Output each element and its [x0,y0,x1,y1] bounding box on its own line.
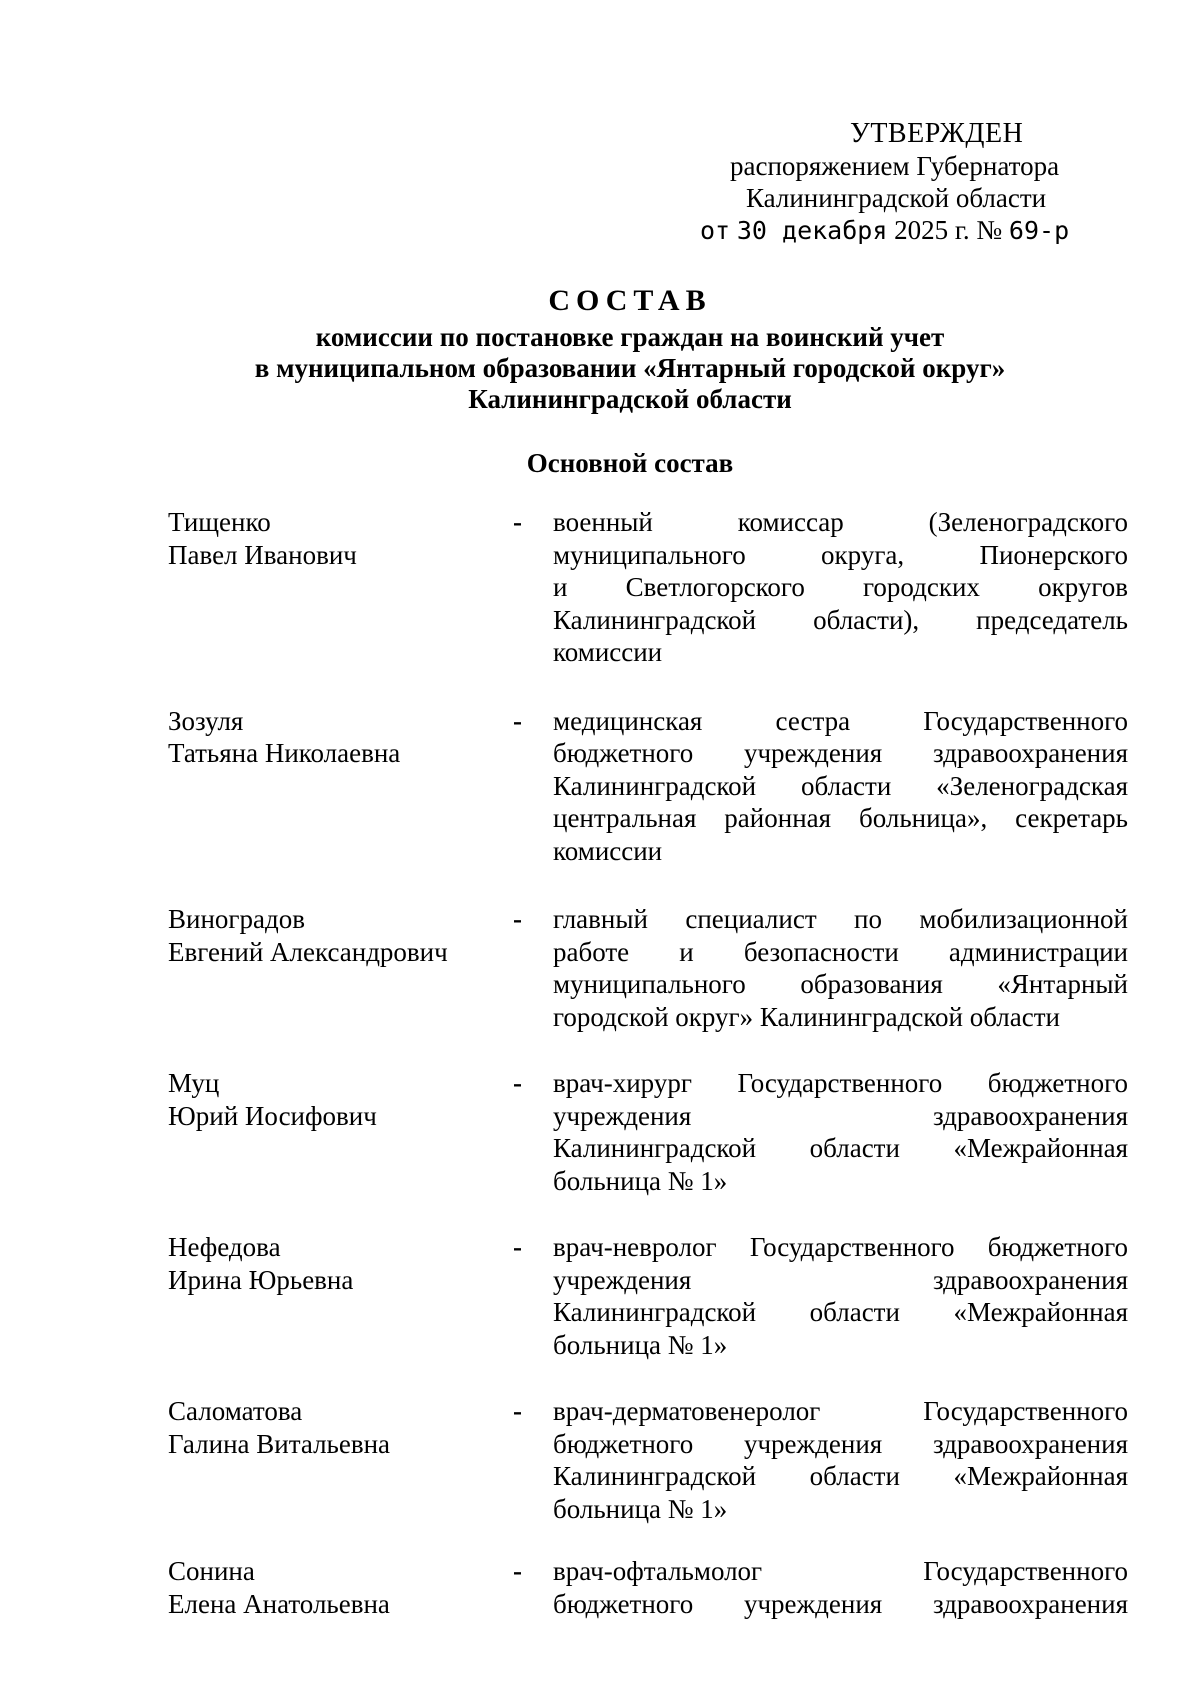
member-name [168,1067,513,1132]
member-row [168,1067,1128,1197]
member-role [553,705,1128,868]
member-dash: - [513,1232,522,1262]
member-role-line: Калининградской области «Зеленоградская [553,770,1128,801]
member-role-line: учреждения здравоохранения [553,1100,1128,1131]
member-given-names: Ирина Юрьевна [168,1264,354,1295]
member-surname: Саломатова [168,1396,303,1426]
member-role-line: Калининградской области «Межрайонная [553,1461,1128,1491]
approval-line-governor: распоряжением Губернатора [730,151,1060,181]
member-role [553,1231,1128,1361]
member-role-line: бюджетного учреждения здравоохранения [553,738,1128,768]
member-role-line: работе и безопасности администрации [553,936,1128,967]
member-surname: Муц [168,1068,220,1098]
member-role-line: главный специалист по мобилизационной [553,904,1128,934]
member-dash: - [513,1068,522,1098]
approval-line-region: Калининградской области [746,183,1047,213]
member-role-line: Калининградской области «Межрайонная [553,1297,1128,1327]
member-given-names: Галина Витальевна [168,1428,391,1459]
member-role-line: комиссии [553,835,663,866]
member-role-line: медицинская сестра Государственного [553,705,1128,736]
member-surname: Нефедова [168,1232,281,1262]
document-subtitle [0,322,1200,415]
approval-title: УТВЕРЖДЕН [850,118,1024,149]
subtitle-line: в муниципальном образовании «Янтарный городской округ» [254,353,1006,383]
members-list [168,506,1128,1620]
member-given-names: Елена Анатольевна [168,1588,390,1619]
approval-number-value: 69-р [1008,216,1070,245]
section-heading: Основной состав [526,448,734,478]
member-name [168,1395,513,1460]
member-row [168,506,1128,669]
subtitle-line: Калининградской области [468,384,792,414]
member-role-line: комиссии [553,637,663,667]
member-dash: - [513,507,522,537]
member-role-line: и Светлогорского городских округов [553,572,1128,602]
member-given-names: Татьяна Николаевна [168,738,401,768]
member-row [168,1231,1128,1361]
member-surname: Тищенко [168,507,271,537]
member-role-line: центральная районная больница», секретарь [553,803,1128,833]
member-given-names: Евгений Александрович [168,936,448,967]
member-name [168,705,513,770]
member-role-line: бюджетного учреждения здравоохранения [553,1588,1128,1619]
member-role-line: муниципального округа, Пионерского [553,539,1128,570]
member-role [553,1395,1128,1525]
member-role [553,1067,1128,1197]
member-name [168,1555,513,1620]
member-row [168,903,1128,1033]
member-role-line: врач-хирург Государственного бюджетного [553,1068,1128,1098]
member-role-line: военный комиссар (Зеленоградского [553,507,1128,537]
member-role [553,1555,1128,1620]
approval-date-line [700,214,1160,247]
member-role-line: учреждения здравоохранения [553,1264,1128,1295]
member-row [168,705,1128,868]
member-surname: Виноградов [168,904,305,934]
member-surname: Зозуля [168,705,244,736]
member-role-line: врач-дерматовенеролог Государственного [553,1396,1128,1426]
member-role-line: врач-офтальмолог Государственного [553,1556,1128,1586]
document-title: СОСТАВ [548,284,712,317]
member-role-line: бюджетного учреждения здравоохранения [553,1428,1128,1459]
member-row [168,1555,1128,1620]
member-role-line: Калининградской области), председатель [553,604,1128,635]
member-dash: - [513,1396,522,1426]
member-role [553,903,1128,1033]
member-name [168,903,513,968]
member-name [168,506,513,571]
member-role-line: Калининградской области «Межрайонная [553,1133,1128,1163]
approval-date-prefix: от [700,216,731,245]
member-given-names: Павел Иванович [168,539,357,570]
approval-stamp [700,118,1160,247]
member-name [168,1231,513,1296]
approval-number-sign: № [976,215,1003,245]
member-dash: - [513,1556,522,1586]
member-dash: - [513,904,522,934]
member-role-line: больница № 1» [553,1329,728,1360]
approval-year: 2025 г. [894,215,970,245]
member-role [553,506,1128,669]
member-role-line: городской округ» Калининградской области [553,1001,1061,1032]
member-dash: - [513,705,522,736]
member-given-names: Юрий Иосифович [168,1100,377,1131]
subtitle-line: комиссии по постановке граждан на воинский учет [315,322,945,352]
member-row [168,1395,1128,1525]
approval-date-value: 30 декабря [736,216,888,245]
member-role-line: больница № 1» [553,1493,728,1524]
member-role-line: муниципального образования «Янтарный [553,969,1128,999]
member-role-line: врач-невролог Государственного бюджетного [553,1232,1128,1262]
member-surname: Сонина [168,1556,255,1586]
member-role-line: больница № 1» [553,1165,728,1196]
